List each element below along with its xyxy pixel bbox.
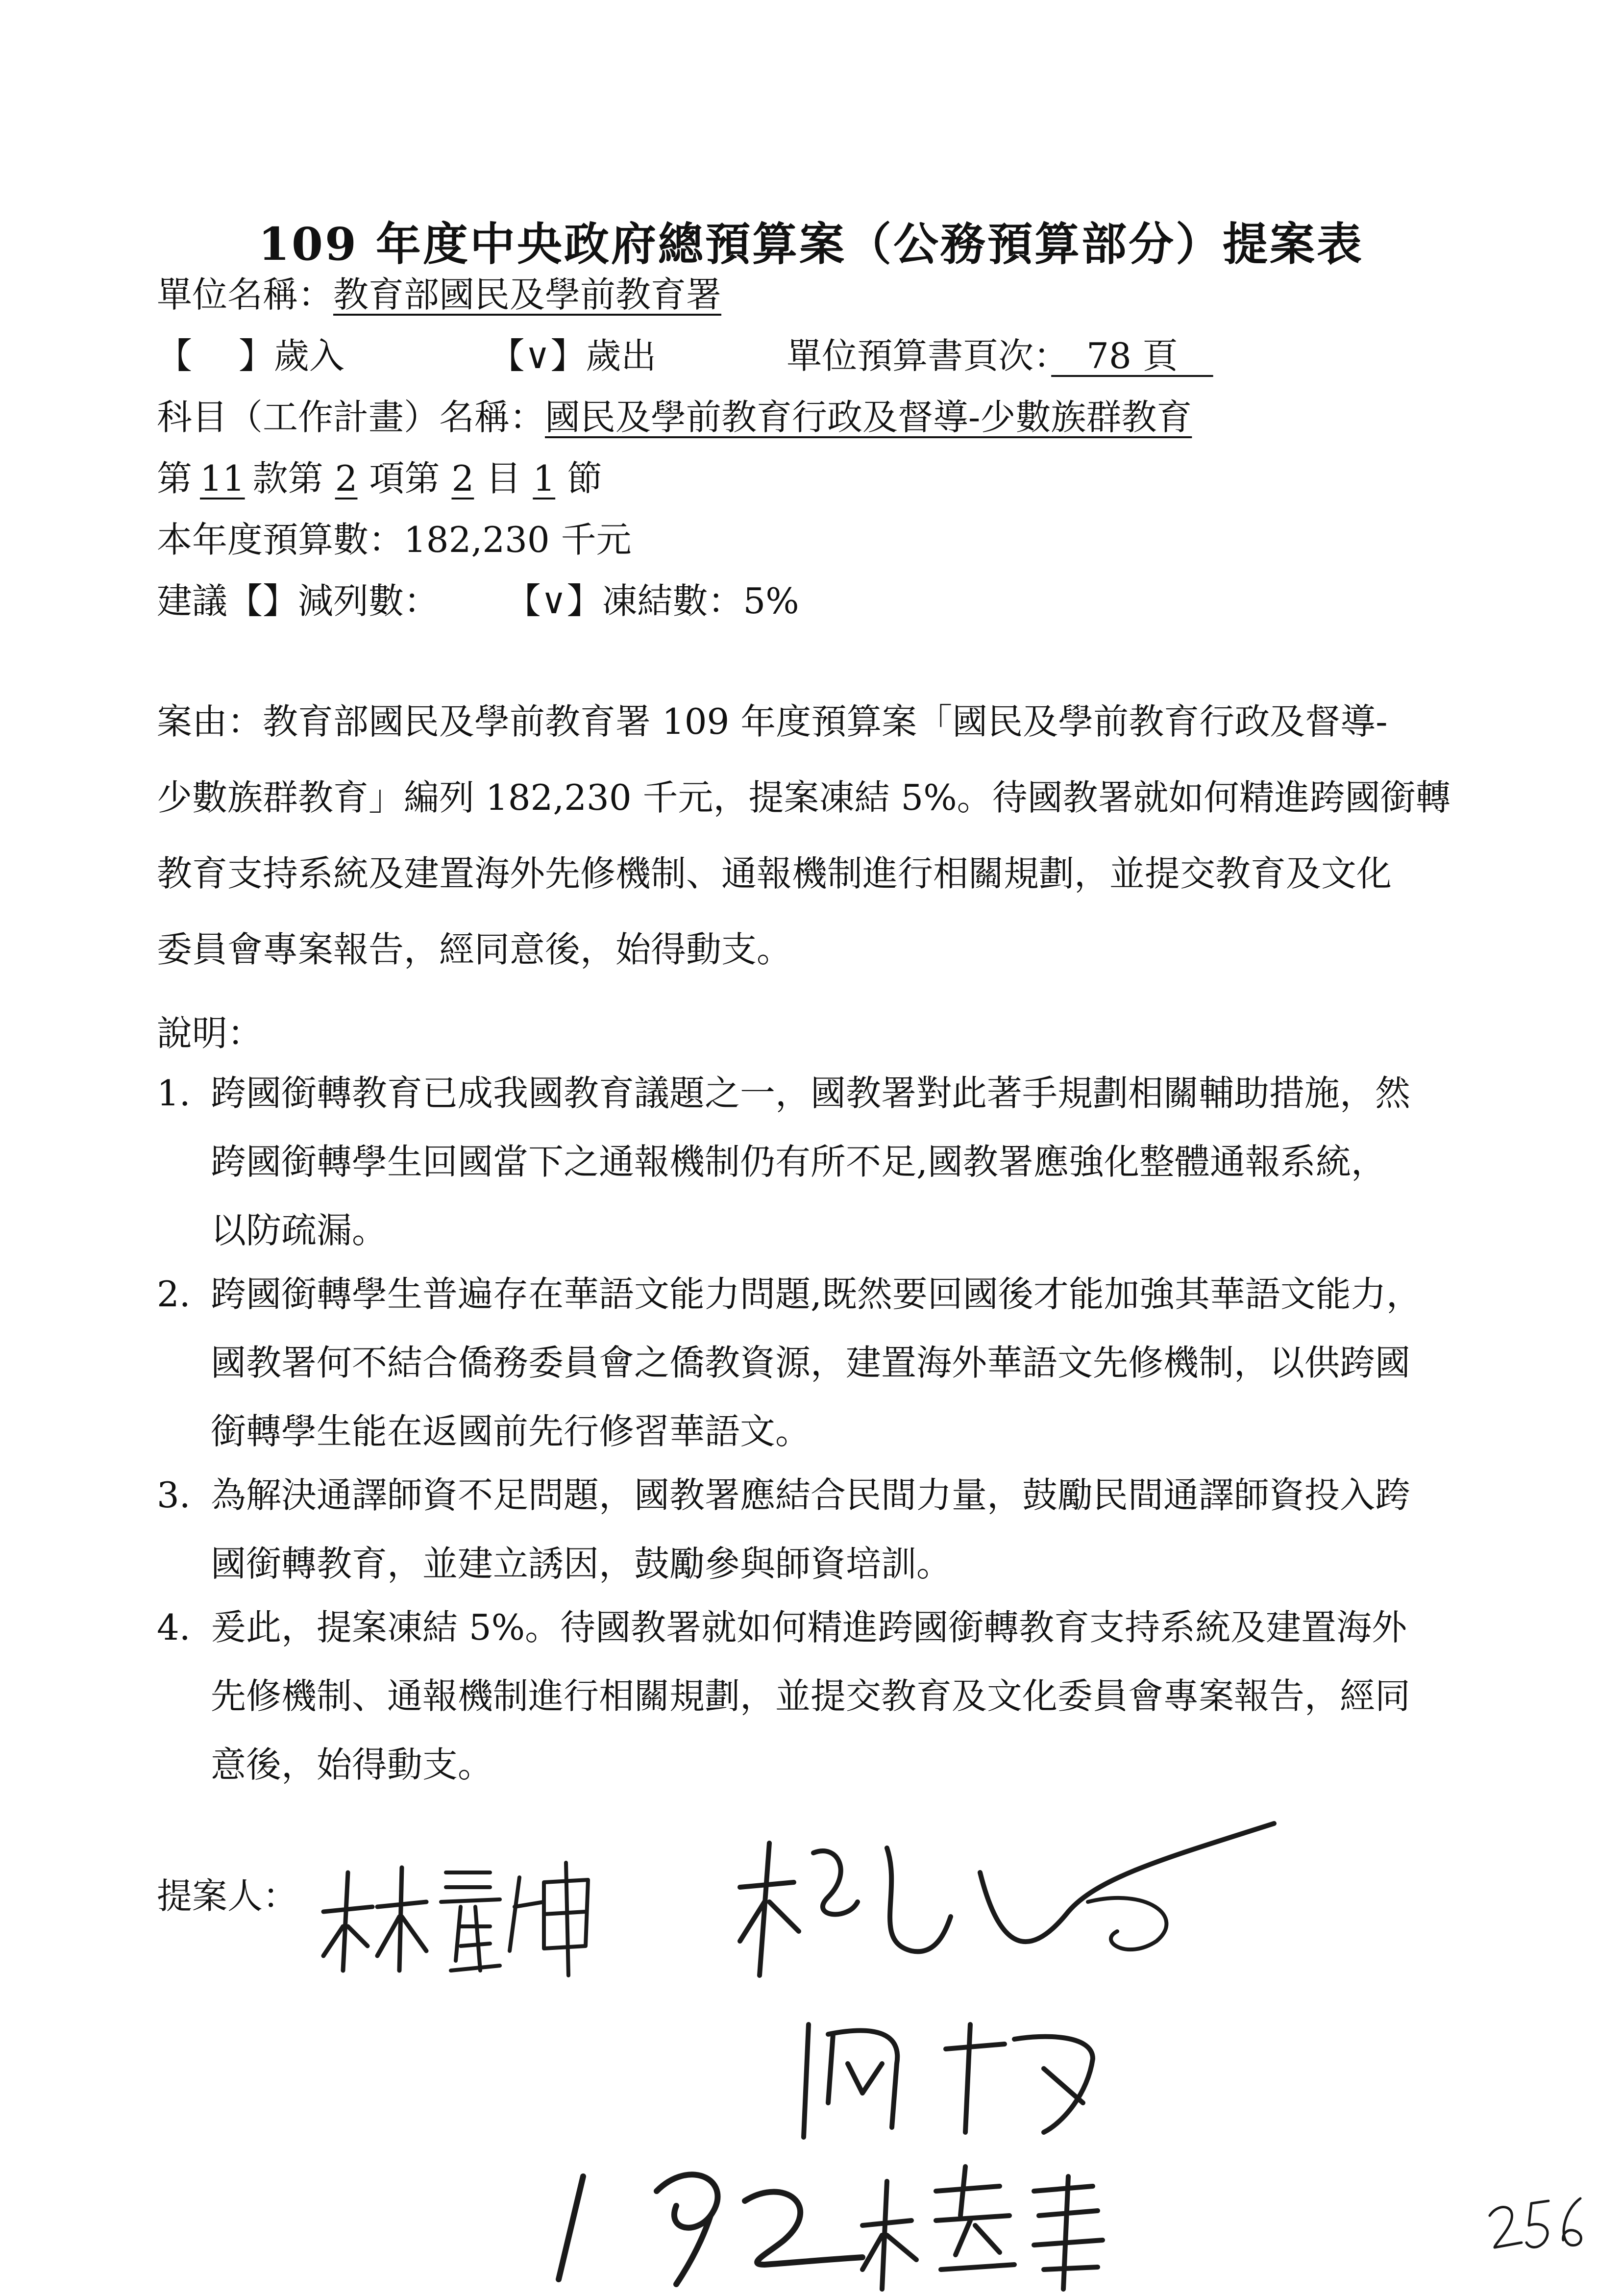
section-row xyxy=(157,458,603,499)
section-prefix: 第 xyxy=(157,458,193,499)
item-line: 先修機制、通報機制進行相關規劃，並提交教育及文化委員會專案報告，經同 xyxy=(211,1675,1411,1717)
suggestion-row xyxy=(157,580,799,622)
subject-name: 國民及學前教育行政及督導-少數族群教育 xyxy=(545,397,1192,438)
section-jie-label: 節 xyxy=(567,458,603,499)
item-number: 3. xyxy=(157,1474,191,1516)
subject-label: 科目（工作計畫）名稱： xyxy=(157,397,545,438)
item-number: 2. xyxy=(157,1273,191,1315)
page-value: 78 頁 xyxy=(1051,335,1213,376)
item-number: 1. xyxy=(157,1073,191,1114)
item-line: 意後，始得動支。 xyxy=(211,1744,493,1785)
type-row xyxy=(157,335,1213,376)
proposer-label: 提案人： xyxy=(157,1875,298,1917)
subject-row xyxy=(157,397,1192,438)
item-line: 以防疏漏。 xyxy=(211,1210,388,1251)
item-number: 4. xyxy=(157,1607,191,1648)
signature-4-image xyxy=(529,2147,1147,2294)
revenue-checkbox: 【 】歲入 xyxy=(157,335,344,376)
item-line: 為解決通譯師資不足問題，國教署應結合民間力量，鼓勵民間通譯師資投入跨 xyxy=(211,1474,1411,1516)
section-xiang: 2 xyxy=(335,458,358,499)
item-line: 國教署何不結合僑務委員會之僑教資源，建置海外華語文先修機制，以供跨國 xyxy=(211,1342,1411,1383)
reason-line: 案由：教育部國民及學前教育署 109 年度預算案「國民及學前教育行政及督導- xyxy=(157,701,1388,742)
page-mark-image xyxy=(1485,2186,1588,2260)
explanation-item-3 xyxy=(157,1461,1519,1598)
suggest-cut: 建議【】減列數： xyxy=(157,580,440,622)
suggest-freeze: 【∨】凍結數：5% xyxy=(505,580,799,622)
page-label: 單位預算書頁次： xyxy=(786,335,1052,376)
budget-amount: 本年度預算數：182,230 千元 xyxy=(157,519,632,560)
expense-checkbox: 【∨】歲出 xyxy=(489,335,657,376)
reason-line: 委員會專案報告，經同意後，始得動支。 xyxy=(157,929,792,970)
section-jie: 1 xyxy=(533,458,556,499)
reason-line: 教育支持系統及建置海外先修機制、通報機制進行相關規劃，並提交教育及文化 xyxy=(157,853,1392,894)
item-line: 跨國銜轉學生普遍存在華語文能力問題,既然要回國後才能加強其華語文能力， xyxy=(211,1273,1422,1315)
section-mu: 2 xyxy=(451,458,474,499)
item-line: 國銜轉教育，並建立誘因，鼓勵參與師資培訓。 xyxy=(211,1543,952,1584)
document-title: 109 年度中央政府總預算案（公務預算部分）提案表 xyxy=(258,218,1364,271)
item-line: 銜轉學生能在返國前先行修習華語文。 xyxy=(211,1411,811,1452)
section-kuan: 11 xyxy=(200,458,245,499)
reason-paragraph xyxy=(157,684,1509,988)
section-xiang-label: 項第 xyxy=(369,458,440,499)
unit-row xyxy=(157,274,722,315)
signature-1-image xyxy=(314,1853,617,1980)
item-line: 跨國銜轉教育已成我國教育議題之一，國教署對此著手規劃相關輔助措施，然 xyxy=(211,1073,1411,1114)
reason-line: 少數族群教育」編列 182,230 千元，提案凍結 5%。待國教署就如何精進跨國銜轉 xyxy=(157,777,1451,818)
explanation-item-1 xyxy=(157,1059,1519,1265)
explanation-item-4 xyxy=(157,1593,1519,1799)
section-kuan-label: 款第 xyxy=(252,458,323,499)
item-line: 爰此，提案凍結 5%。待國教署就如何精進跨國銜轉教育支持系統及建置海外 xyxy=(211,1607,1407,1648)
section-mu-label: 目 xyxy=(486,458,521,499)
unit-label: 單位名稱： xyxy=(157,274,334,315)
item-line: 跨國銜轉學生回國當下之通報機制仍有所不足,國教署應強化整體通報系統， xyxy=(211,1141,1386,1182)
signature-3-image xyxy=(789,2005,1142,2147)
unit-name: 教育部國民及學前教育署 xyxy=(333,274,722,315)
explanation-label: 說明： xyxy=(157,1013,263,1054)
explanation-item-2 xyxy=(157,1260,1519,1466)
signature-2-image xyxy=(725,1814,1294,2010)
